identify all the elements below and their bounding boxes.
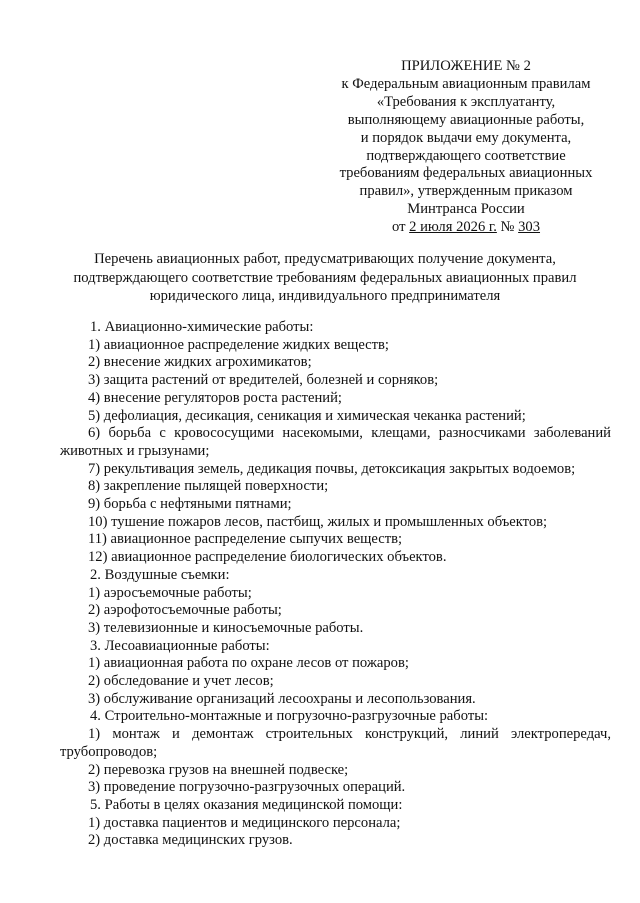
list-item: 3) защита растений от вредителей, болезней и сорняков; [88, 372, 439, 389]
appendix-line: Минтранса России [407, 201, 525, 218]
list-item: 11) авиационное распределение сыпучих веществ; [88, 531, 403, 548]
list-item: 7) рекультивация земель, дедикация почвы, детоксикация закрытых водоемов; [88, 460, 576, 477]
list-item-line: 1) монтаж и демонтаж строительных конструкций, линий электропередач, [88, 726, 611, 743]
order-date-line [316, 219, 616, 237]
order-date: 2 июля 2026 г. [409, 219, 497, 236]
section-heading: 5. Работы в целях оказания медицинской помощи: [90, 796, 403, 813]
list-item: 3) телевизионные и киносъемочные работы. [88, 619, 364, 636]
list-item: 2) внесение жидких агрохимикатов; [88, 354, 312, 371]
number-prefix: № [496, 219, 519, 236]
title-line: юридического лица, индивидуального предпринимателя [149, 288, 501, 305]
list-item: 2) доставка медицинских грузов. [88, 832, 293, 849]
list-item: 1) аэросъемочные работы; [88, 584, 252, 601]
title-line: Перечень авиационных работ, предусматривающих получение документа, [94, 251, 556, 267]
list-item: 2) перевозка грузов на внешней подвеске; [88, 761, 349, 778]
appendix-line: «Требования к эксплуатанту, [376, 93, 556, 110]
works-list [60, 319, 611, 850]
appendix-line: и порядок выдачи ему документа, [360, 129, 572, 146]
list-item: 1) доставка пациентов и медицинского персонала; [88, 814, 401, 831]
appendix-title: ПРИЛОЖЕНИЕ № 2 [401, 58, 531, 74]
date-prefix: от [391, 219, 410, 236]
section-heading: 4. Строительно-монтажные и погрузочно-разгрузочные работы: [90, 708, 489, 725]
appendix-line: выполняющему авиационные работы, [347, 111, 585, 128]
list-item: 10) тушение пожаров лесов, пастбищ, жилых и промышленных объектов; [88, 513, 548, 530]
list-item: 3) проведение погрузочно-разгрузочных операций. [88, 779, 406, 796]
appendix-line: правил», утвержденным приказом [359, 183, 573, 200]
list-item: 5) дефолиация, десикация, сеникация и химическая чеканка растений; [88, 407, 526, 424]
list-item [60, 726, 611, 761]
title-line: подтверждающего соответствие требованиям федеральных авиационных правил [73, 269, 577, 286]
list-item-line: животных и грызунами; [60, 442, 210, 459]
section-heading: 2. Воздушные съемки: [90, 566, 230, 583]
appendix-line: требованиям федеральных авиационных [339, 165, 593, 182]
list-item-line: трубопроводов; [60, 743, 158, 760]
list-item: 2) аэрофотосъемочные работы; [88, 602, 282, 619]
section-heading: 3. Лесоавиационные работы: [90, 637, 270, 654]
section-heading: 1. Авиационно-химические работы: [90, 319, 314, 335]
order-number: 303 [518, 219, 541, 236]
appendix-line: подтверждающего соответствие [366, 147, 566, 164]
list-item [60, 425, 611, 460]
document-title [40, 250, 610, 306]
list-item-line: 6) борьба с кровососущими насекомыми, клещами, разносчиками заболеваний [88, 425, 611, 442]
appendix-header [316, 58, 616, 237]
list-item: 4) внесение регуляторов роста растений; [88, 389, 342, 406]
list-item: 3) обслуживание организаций лесоохраны и лесопользования. [88, 690, 476, 707]
list-item: 1) авиационная работа по охране лесов от пожаров; [88, 655, 409, 672]
list-item: 8) закрепление пылящей поверхности; [88, 478, 329, 495]
list-item: 2) обследование и учет лесов; [88, 673, 274, 690]
list-item: 12) авиационное распределение биологических объектов. [88, 549, 447, 566]
list-item: 1) авиационное распределение жидких веществ; [88, 336, 389, 353]
list-item: 9) борьба с нефтяными пятнами; [88, 496, 292, 513]
appendix-line: к Федеральным авиационным правилам [341, 75, 591, 92]
